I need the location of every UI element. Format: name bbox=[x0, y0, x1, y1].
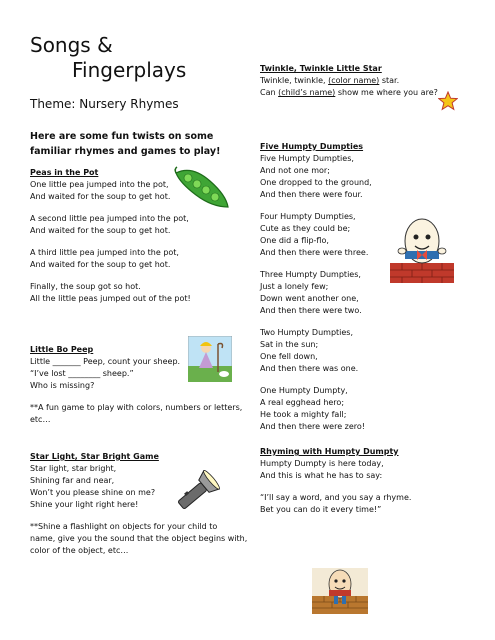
humpties-line: And then there were two. bbox=[260, 306, 362, 315]
humpties-line: And then there was one. bbox=[260, 364, 359, 373]
humpties-line: And then there were zero! bbox=[260, 422, 365, 431]
starlight-note: color of the object, etc… bbox=[30, 546, 129, 555]
rhyming-quote: Bet you can do it every time!” bbox=[260, 505, 382, 514]
humpties-line: A real egghead hero; bbox=[260, 398, 345, 407]
humpty-dumpty-picture bbox=[388, 213, 456, 283]
humpties-line: Down went another one, bbox=[260, 294, 359, 303]
starlight-line: Shining far and near, bbox=[30, 476, 115, 485]
humpties-line: And then there were four. bbox=[260, 190, 363, 199]
peas-line: A third little pea jumped into the pot, bbox=[30, 248, 179, 257]
peas-line: And waited for the soup to get hot. bbox=[30, 226, 171, 235]
humpties-line: One dropped to the ground, bbox=[260, 178, 372, 187]
bopeep-line: “I’ve lost ________ sheep.” bbox=[30, 369, 134, 378]
humpties-line: And then there were three. bbox=[260, 248, 369, 257]
humpties-line: Three Humpty Dumpties, bbox=[260, 270, 361, 279]
humpties-line: Sat in the sun; bbox=[260, 340, 319, 349]
peas-line: One little pea jumped into the pot, bbox=[30, 180, 169, 189]
humpties-title: Five Humpty Dumpties bbox=[260, 142, 364, 151]
page-title-line2: Fingerplays bbox=[72, 58, 187, 82]
twinkle-line: Can (child’s name) show me where you are? bbox=[260, 88, 438, 97]
flashlight-icon bbox=[172, 470, 222, 515]
humpty-dumpty-on-wall-picture bbox=[312, 568, 368, 614]
rhyming-title: Rhyming with Humpty Dumpty bbox=[260, 447, 399, 456]
rhyming-quote: “I’ll say a word, and you say a rhyme. bbox=[260, 493, 412, 502]
twinkle-title: Twinkle, Twinkle Little Star bbox=[260, 64, 382, 73]
humpties-line: One did a flip-flo, bbox=[260, 236, 329, 245]
pea-pod-icon bbox=[172, 163, 232, 211]
peas-line: And waited for the soup to get hot. bbox=[30, 192, 171, 201]
rhyming-line: Humpty Dumpty is here today, bbox=[260, 459, 384, 468]
bopeep-line: Little _______ Peep, count your sheep. bbox=[30, 357, 181, 366]
bopeep-note: **A fun game to play with colors, numbers or letters, bbox=[30, 403, 243, 412]
bopeep-line: Who is missing? bbox=[30, 381, 95, 390]
starlight-note: name, give you the sound that the object begins with, bbox=[30, 534, 248, 543]
rhyming-section bbox=[260, 446, 485, 516]
humpties-line: Cute as they could be; bbox=[260, 224, 351, 233]
peas-line: All the little peas jumped out of the pot! bbox=[30, 294, 191, 303]
peas-title: Peas in the Pot bbox=[30, 168, 99, 177]
rhyming-line: And this is what he has to say: bbox=[260, 471, 383, 480]
theme-label: Theme: Nursery Rhymes bbox=[30, 97, 179, 111]
humpties-line: Two Humpty Dumpties, bbox=[260, 328, 354, 337]
starlight-line: Star light, star bright, bbox=[30, 464, 117, 473]
starlight-line: Shine your light right here! bbox=[30, 500, 139, 509]
page-title-line1: Songs & bbox=[30, 33, 113, 57]
humpties-line: And not one mor; bbox=[260, 166, 330, 175]
humpties-line: One fell down, bbox=[260, 352, 318, 361]
humpties-line: Four Humpty Dumpties, bbox=[260, 212, 356, 221]
bopeep-note: etc… bbox=[30, 415, 51, 424]
humpties-line: Just a lonely few; bbox=[260, 282, 329, 291]
intro-text: Here are some fun twists on some familiar rhymes and games to play! bbox=[30, 131, 221, 157]
peas-line: A second little pea jumped into the pot, bbox=[30, 214, 189, 223]
humpties-line: Five Humpty Dumpties, bbox=[260, 154, 354, 163]
starlight-title: Star Light, Star Bright Game bbox=[30, 452, 159, 461]
bo-peep-picture bbox=[188, 336, 232, 382]
peas-line: Finally, the soup got so hot. bbox=[30, 282, 141, 291]
humpties-line: He took a mighty fall; bbox=[260, 410, 347, 419]
twinkle-line: Twinkle, twinkle, (color name) star. bbox=[260, 76, 400, 85]
humpties-line: One Humpty Dumpty, bbox=[260, 386, 348, 395]
star-icon bbox=[438, 91, 458, 111]
starlight-note: **Shine a flashlight on objects for your child to bbox=[30, 522, 218, 531]
peas-line: And waited for the soup to get hot. bbox=[30, 260, 171, 269]
starlight-line: Won’t you please shine on me? bbox=[30, 488, 156, 497]
bopeep-title: Little Bo Peep bbox=[30, 345, 94, 354]
humpties-section bbox=[260, 141, 385, 443]
